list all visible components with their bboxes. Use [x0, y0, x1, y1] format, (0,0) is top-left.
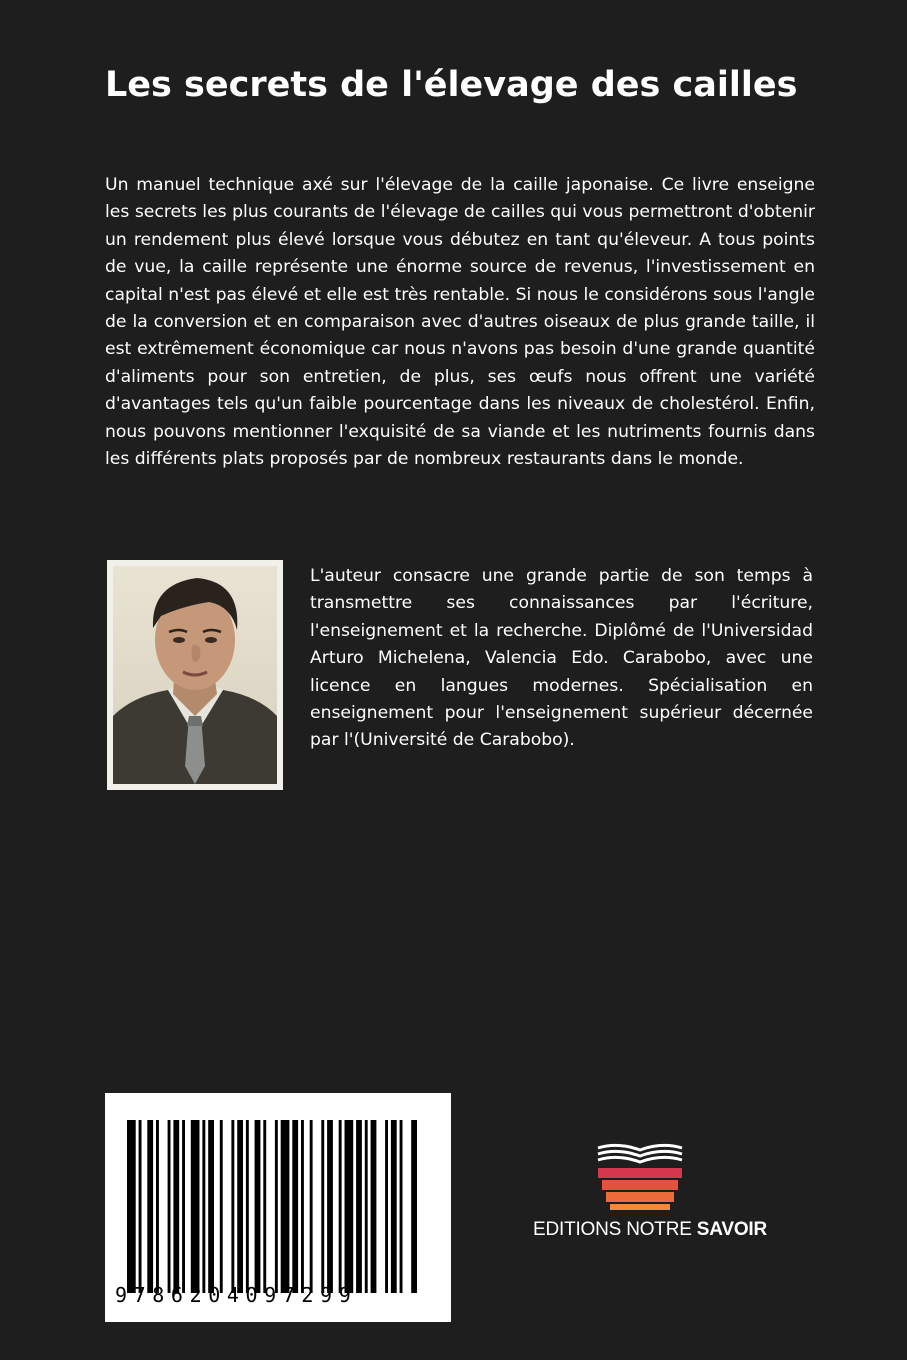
author-photo	[107, 560, 283, 790]
book-summary: Un manuel technique axé sur l'élevage de la caille japonaise. Ce livre enseigne les secrets les plus courants de l'élevage de cailles qui vous permettront d'obtenir un rendement plus élevé lorsque vous débutez en tant qu'éleveur. A tous points de vue, la caille représente une énorme source de revenus, l'investissement en capital n'est pas élevé et elle est très rentable. Si nous le considérons sous l'angle de la conversion et en comparaison avec d'autres oiseaux de plus grande taille, il est extrêmement économique car nous n'avons pas besoin d'une grande quantité d'aliments pour son entretien, de plus, ses œufs nous offrent une variété d'avantages tels qu'un faible pourcentage dans les niveaux de cholestérol. Enfin, nous pouvons mentionner l'exquisité de sa viande et les nutriments fournis dans les différents plats proposés par de nombreux restaurants dans le monde.	[105, 175, 815, 470]
barcode-bar	[385, 1120, 388, 1293]
publisher-name-bold: SAVOIR	[696, 1219, 768, 1240]
barcode-bar	[173, 1120, 179, 1293]
barcode-bar	[411, 1120, 417, 1293]
barcode-bar	[202, 1120, 205, 1293]
barcode-bar	[231, 1120, 234, 1293]
barcode-bar	[281, 1120, 290, 1293]
barcode-bar	[246, 1120, 249, 1293]
barcode-bar	[301, 1120, 304, 1293]
isbn-number: 9786204097299	[115, 1283, 358, 1307]
barcode-bar	[310, 1120, 313, 1293]
barcode-bar	[147, 1120, 153, 1293]
barcode-bar	[365, 1120, 368, 1293]
publisher-name	[533, 1219, 793, 1241]
barcode-bar	[127, 1120, 136, 1293]
barcode-bar	[191, 1120, 200, 1293]
barcode-bar	[156, 1120, 159, 1293]
barcode-bar	[168, 1120, 171, 1293]
barcode-bar	[371, 1120, 377, 1293]
book-title: Les secrets de l'élevage des cailles	[105, 65, 798, 105]
barcode-bar	[220, 1120, 223, 1293]
barcode-bar	[292, 1120, 298, 1293]
barcode-bar	[339, 1120, 342, 1293]
author-biography: L'auteur consacre une grande partie de son temps à transmettre ses connaissances par l'écriture, l'enseignement et la recherche. Diplômé de l'Universidad Arturo Michelena, Valencia Edo. Carabobo, avec une licence en langues modernes. Spécialisation en enseignement pour l'enseignement supérieur décernée par l'(Université de Carabobo).	[310, 566, 813, 751]
barcode-bar	[182, 1120, 185, 1293]
barcode-bar	[356, 1120, 362, 1293]
barcode-bar	[237, 1120, 243, 1293]
barcode-bar	[345, 1120, 354, 1293]
barcode-bar	[275, 1120, 278, 1293]
barcode-bar	[400, 1120, 403, 1293]
barcode-bar	[321, 1120, 324, 1293]
barcode-bar	[208, 1120, 214, 1293]
barcode-bar	[391, 1120, 397, 1293]
barcode-bar	[263, 1120, 266, 1293]
barcode-bar	[255, 1120, 261, 1293]
open-book-stack-icon	[594, 1140, 686, 1212]
isbn-barcode	[105, 1093, 451, 1322]
publisher-name-light: EDITIONS NOTRE	[533, 1219, 697, 1240]
barcode-bar	[139, 1120, 142, 1293]
barcode-bar	[327, 1120, 333, 1293]
